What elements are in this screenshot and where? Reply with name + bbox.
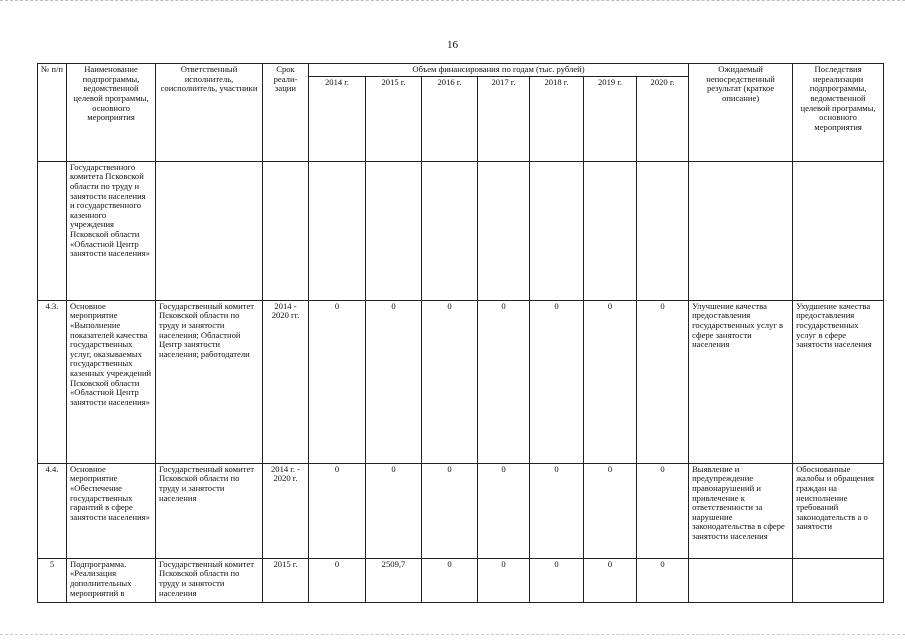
header-year: 2016 г. [422, 76, 478, 161]
table-row [38, 463, 884, 558]
header-year: 2019 г. [584, 76, 637, 161]
row-name: Государственного комитета Псковской области по труду и занятости населения и государственного казенного учреждения Псковской области «Областной Центр занятости населения» [67, 161, 156, 300]
row-value [309, 161, 366, 300]
row-value: 0 [584, 463, 637, 558]
row-value: 0 [366, 300, 422, 463]
header-num: № п/п [38, 64, 67, 162]
row-term: 2014 г. - 2020 г. [263, 463, 309, 558]
header-result: Ожидаемый непосредственный результат (краткое описание) [689, 64, 793, 162]
row-value [530, 161, 584, 300]
row-value: 0 [422, 300, 478, 463]
row-name: Подпрограмма. «Реализация дополнительных мероприятий в [67, 558, 156, 602]
header-year: 2020 г. [637, 76, 689, 161]
header-consequences: Последствия нереализации подпрограммы, ведомственной целевой программы, основного мероприятия [793, 64, 884, 162]
row-consequences: Ухудшение качества предоставления государственных услуг в сфере занятости населения [793, 300, 884, 463]
row-result: Улучшение качества предоставления государственных услуг в сфере занятости населения [689, 300, 793, 463]
table-row [38, 300, 884, 463]
row-value [478, 161, 530, 300]
table-row [38, 558, 884, 602]
row-value: 0 [530, 300, 584, 463]
row-num: 4.3. [38, 300, 67, 463]
row-value [637, 161, 689, 300]
row-num [38, 161, 67, 300]
program-table [37, 63, 884, 603]
row-value: 0 [478, 463, 530, 558]
row-value: 0 [584, 300, 637, 463]
row-value: 0 [637, 300, 689, 463]
table-row [38, 161, 884, 300]
row-value: 0 [422, 558, 478, 602]
row-value [584, 161, 637, 300]
row-consequences [793, 558, 884, 602]
header-year: 2015 г. [366, 76, 422, 161]
row-value: 0 [309, 558, 366, 602]
scan-edge-bottom [0, 634, 905, 637]
row-responsible: Государственный комитет Псковской области по труду и занятости населения [156, 558, 263, 602]
row-value: 0 [530, 463, 584, 558]
row-num: 4.4. [38, 463, 67, 558]
row-value: 0 [478, 558, 530, 602]
page-number: 16 [447, 39, 458, 51]
row-value: 0 [309, 300, 366, 463]
row-responsible: Государственный комитет Псковской области по труду и занятости населения; Областной Центр занятости населения; работодатели [156, 300, 263, 463]
row-value: 0 [584, 558, 637, 602]
row-value: 0 [637, 463, 689, 558]
row-value: 0 [309, 463, 366, 558]
row-value [366, 161, 422, 300]
row-responsible: Государственный комитет Псковской области по труду и занятости населения [156, 463, 263, 558]
header-term: Срок реали-зации [263, 64, 309, 162]
row-consequences: Обоснованные жалобы и обращения граждан на неисполнение требований законодательств а о занятости [793, 463, 884, 558]
header-responsible: Ответственный исполнитель, соисполнитель, участники [156, 64, 263, 162]
header-year: 2014 г. [309, 76, 366, 161]
row-name: Основное мероприятие «Выполнение показателей качества государственных услуг, оказываемых государственных казенных учреждений Псковской области «Областной Центр занятости населения» [67, 300, 156, 463]
row-value [422, 161, 478, 300]
row-value: 2509,7 [366, 558, 422, 602]
row-consequences [793, 161, 884, 300]
header-year: 2017 г. [478, 76, 530, 161]
row-result [689, 558, 793, 602]
row-value: 0 [478, 300, 530, 463]
row-value: 0 [530, 558, 584, 602]
row-num: 5 [38, 558, 67, 602]
row-value: 0 [637, 558, 689, 602]
row-name: Основное мероприятие «Обеспечение государственных гарантий в сфере занятости населения» [67, 463, 156, 558]
row-responsible [156, 161, 263, 300]
header-name: Наименование подпрограммы, ведомственной целевой программы, основного мероприятия [67, 64, 156, 162]
scan-edge-top [0, 0, 905, 3]
row-result [689, 161, 793, 300]
row-term: 2015 г. [263, 558, 309, 602]
header-funding: Объем финансирования по годам (тыс. рублей) [309, 64, 689, 77]
row-term: 2014 - 2020 гг. [263, 300, 309, 463]
row-result: Выявление и предупреждение правонарушений и привлечение к ответственности за нарушение законодательства в сфере занятости населения [689, 463, 793, 558]
row-term [263, 161, 309, 300]
row-value: 0 [422, 463, 478, 558]
header-year: 2018 г. [530, 76, 584, 161]
row-value: 0 [366, 463, 422, 558]
